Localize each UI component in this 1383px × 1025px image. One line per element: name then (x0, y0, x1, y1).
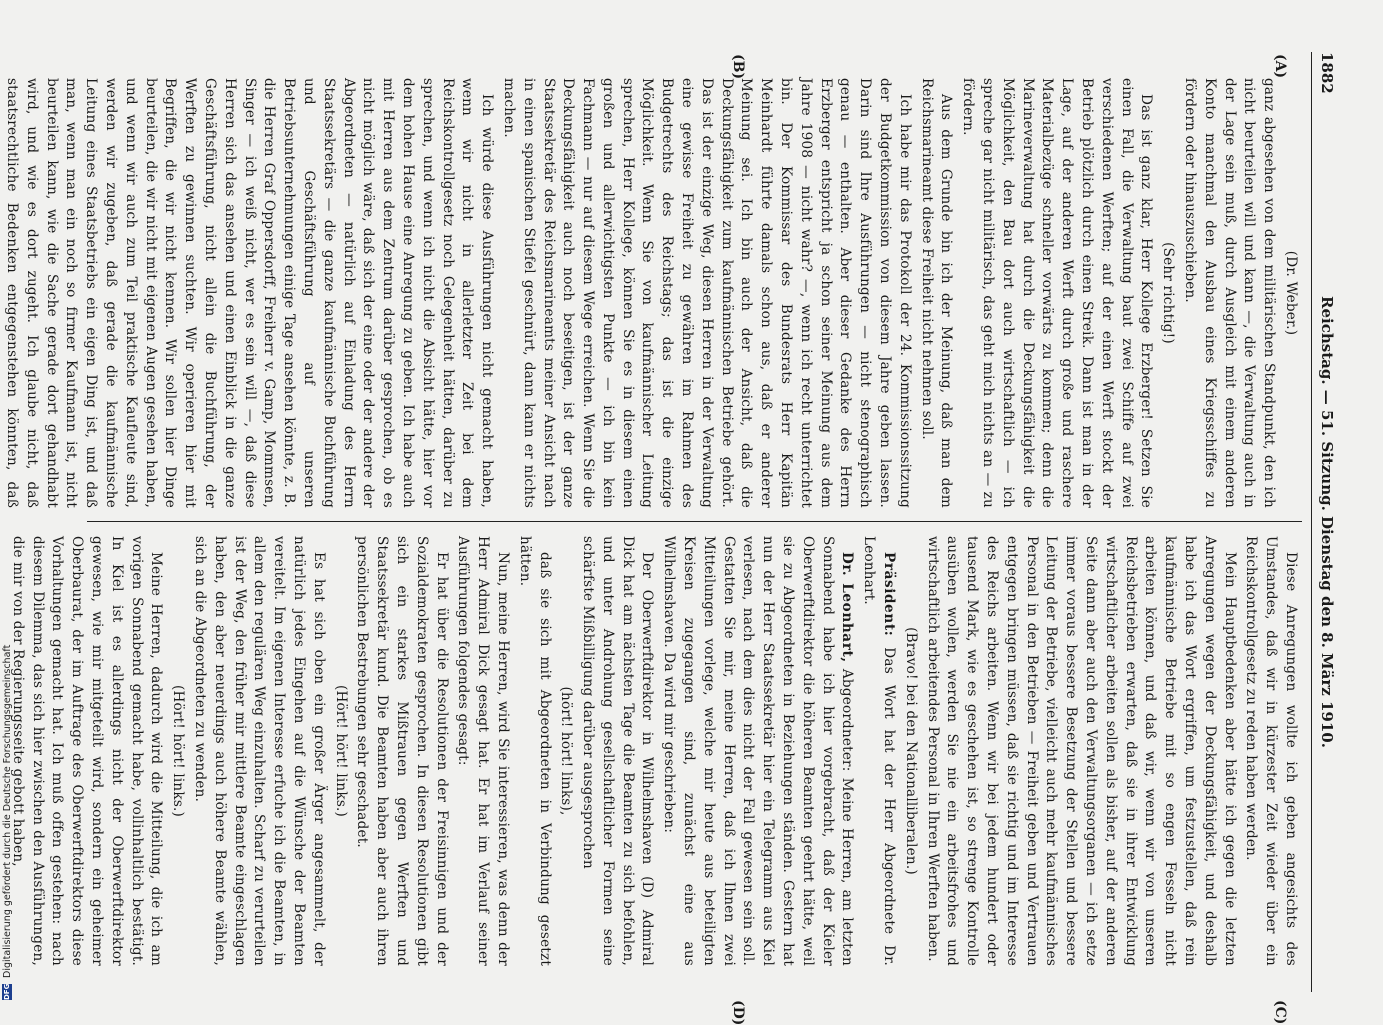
running-head: Reichstag. — 51. Sitzung. Dienstag den 8. März 1910. (1318, 296, 1336, 748)
margin-marker-a: (A) (1272, 54, 1288, 79)
column-divider (87, 521, 1302, 522)
paragraph: Ich habe mir das Protokoll der 24. Kommissionssitzung der Budgetkommission von diesem Jahre geben lassen. Darin sind Ihre Ausführungen — nicht stenographisch genau — enthalten. Aber dieser Gedanke des Herrn Erzberger entspricht ja schon seiner Meinung aus dem Jahre 1908 — nicht wahr? —, wenn ich recht unterrichtet bin. Der Kommissar des Bundesrats Herr Kapitän Meinhardt führte damals schon aus, daß er anderer Meinung sei. Ich bin auch der Ansicht, daß die Deckungsfähigkeit zum kaufmännischen Betriebe gehört. Das ist der einzige Weg, diesen Herren in der Verwaltung eine gewisse Freiheit zu gewähren im Rahmen des Budgetrechts des Reichstags; das ist die einzige Möglichkeit. Wenn Sie von kaufmännischer Leitung sprechen, Herr Kollege, können Sie es in diesem einen großen und allerwichtigsten Punkte — ich bin kein Fachmann — nur auf diesem Wege erreichen. Wenn Sie die Deckungsfähigkeit auch noch beseitigen, ist der ganze Staatssekretär des Reichsmarineamts meiner Ansicht nach in einen spanischen Stiefel geschnürt, dann kann er nichts machen. (500, 78, 913, 508)
credit-text: Digitalisierung gefördert durch die Deutsche Forschungsgemeinschaft (2, 644, 13, 978)
paragraph: Mein Hauptbedenken aber hätte ich gegen die letzten Anregungen wegen der Deckungsfähigkeit, und deshalb habe ich das Wort ergriffen, um festzustellen, daß rein kaufmännische Betriebe mit so engen Fesseln nicht arbeiten können, und daß wir, wenn wir von unseren Reichsbetrieben erwarten, daß sie in ihrer Entwicklung wirtschaftlicher arbeiten sollen als bisher, auf der anderen Seite dann aber auch den Verwaltungsorganen — ich setze immer voraus bessere Besetzung der Stellen und bessere Leitung der Betriebe, vielleicht auch mehr kaufmännisches Personal in den Betrieben — Freiheit geben und Vertrauen entgegen bringen müssen, daß sie richtig und im Interesse des Reichs arbeiten. Wenn wir bei jedem hundert oder tausend Mark, wie es geschehen ist, so strenge Kontrolle ausüben wollen, werden Sie nie ein arbeitsfrohes und wirtschaftlich arbeitendes Personal in Ihren Werften haben. (924, 536, 1238, 966)
paragraph: Er hat über die Resolutionen der Freisinnigen und der Sozialdemokraten gesprochen. In diesen Resolutionen gibt sich ein starkes Mißtrauen gegen Werften und Staatssekretär kund. Die Beamten haben aber auch ihren persönlichen Bestrebungen sehr geschadet. (354, 536, 450, 966)
margin-marker-b: (B) (730, 54, 746, 80)
header-rule (1311, 52, 1312, 992)
margin-marker-d: (D) (730, 1000, 746, 1025)
paragraph: ganz abgesehen von dem militärischen Standpunkt, den ich nicht beurteilen will und kann —, die Verwaltung auch in der Lage sein muß, durch Ausgleich mit einem anderen Konto manchmal den Ausbau eines Kriegsschiffes zu fördern oder hinauszuschieben. (1182, 78, 1278, 508)
paragraph: Nun, meine Herren, wird Sie interessieren, was denn der Herr Admiral Dick gesagt hat. Er hat im Verlauf seiner Ausführungen folgendes gesagt: (455, 536, 511, 966)
paragraph: Diese Anregungen wollte ich geben angesichts des Umstandes, daß wir in kürzester Zeit wieder über ein Reichskontrollgesetz zu reden haben werden. (1243, 536, 1299, 966)
right-text-column (9, 536, 1300, 966)
paragraph: (Hört! hört! links.) (170, 684, 187, 818)
left-text-column (4, 78, 1300, 508)
speech-text: Abgeordneter: Meine Herren, am letzten Sonnabend habe ich hier vorgebracht, daß der Kieler Oberwerftdirektor die höheren Beamten geehrt hätte, weil sie zu Abgeordneten in Beziehungen ständen. Gestern hat nun der Herr Staatssekretär hier ein Telegramm aus Kiel verlesen, nach dem dies nicht der Fall gewesen sein soll. Gestatten Sie mir, meine Herren, daß ich Ihnen zwei Mitteilungen vorlege, welche mir heute aus beteiligten Kreisen zugegangen sind, zunächst eine aus Wilhelmshaven. Da wird mir geschrieben: (661, 536, 856, 966)
speech-text: Das Wort hat der Herr Abgeordnete Dr. Leonhart. (861, 536, 898, 966)
speaker-name: Präsident: (881, 552, 898, 637)
paragraph: (Sehr richtig!) (1160, 242, 1177, 344)
paragraph (858, 536, 898, 966)
paragraph: (Bravo! bei den Nationalliberalen.) (902, 627, 919, 875)
paragraph: Aus dem Grunde bin ich der Meinung, daß man dem Reichsmarineamt diese Freiheit nicht nehmen soll. (918, 78, 955, 508)
margin-marker-c: (C) (1272, 1000, 1288, 1025)
paragraph: Ich würde diese Ausführungen nicht gemacht haben, wenn wir nicht in allerletzter Zeit bei dem Reichskontrollgesetz noch Gelegenheit hätten, darüber zu sprechen, und wenn ich nicht die Absicht hätte, hier vor dem hohen Hause eine Anregung zu geben. Ich habe auch mit Herren aus dem Zentrum darüber gesprochen, ob es nicht möglich wäre, daß sich der eine oder der andere der Abgeordneten — natürlich auf Einladung des Herrn Staatssekretärs — die ganze kaufmännische Buchführung und Geschäftsführung auf unseren Betriebsunternehmungen einige Tage ansehen könnte, z. B. die Herren Graf Oppersdorff, Freiherr v. Gamp, Mommsen, Singer — ich weiß nicht, wer es sein will —, daß diese Herren sich das ansehen und einen Einblick in die ganze Geschäftsführung, nicht allein die Buchführung, der Werften zu gewinnen suchten. Wir operieren hier mit Begriffen, die wir nicht kennen. Wir sollen hier Dinge beurteilen, die wir nicht mit eigenen Augen gesehen haben, und wenn wir auch zum Teil praktische Kaufleute sind, werden wir zugeben, daß gerade die kaufmännische Leitung eines Staatsbetriebs ein eigen Ding ist, und daß man, wenn man ein noch so firmer Kaufmann ist, nicht beurteilen kann, wie die Sache gerade dort gehandhabt wird, und wie es dort zugeht. Ich glaube nicht, daß staatsrechtliche Bedenken entgegenstehen könnten, daß (4, 78, 496, 508)
dfg-logo-icon: DFG (3, 983, 11, 1000)
paragraph (659, 536, 857, 966)
paragraph: Meine Herren, dadurch wird die Mitteilung, die ich am vorigen Sonnabend gemacht habe, vollinhaltlich bestätigt. In Kiel ist es allerdings nicht der Oberwerftdirektor gewesen, wie mir mitgeteilt wird, sondern ein geheimer Oberbaurat, der im Auftrage des Oberwerftdirektors diese Vorhaltungen gemacht hat. Ich muß offen gestehen: nach diesem Dilemma, das sich hier zwischen den Ausführungen, die mir von der Regierungsseite gebott haben, (9, 536, 165, 966)
speaker-name: Dr. Leonhart, (839, 552, 856, 663)
paragraph: (hört! hört! links), (558, 686, 575, 816)
paragraph: daß sie sich mit Abgeordneten in Verbindung gesetzt hätten. (516, 536, 553, 966)
page-header (1314, 52, 1336, 992)
paragraph: (Hört! hört! links.) (332, 684, 349, 818)
paragraph: (Dr. Weber.) (1283, 250, 1299, 336)
digitization-credit (2, 0, 16, 1000)
page-number: 1882 (1318, 52, 1336, 94)
paragraph: Es hat sich oben ein großer Ärger angesammelt, der natürlich jedes Eingehen auf die Wünsche der Beamten vereitelt. Im eigenen Interesse erfuche ich die Beamten, in allem den regulären Weg einzuhalten. Scharf zu verurteilen ist der Weg, den früher mir mittlere Beamte eingeschlagen haben, den aber neuerdings auch höhere Beamte wählen, sich an die Abgeordneten zu wenden. (191, 536, 327, 966)
paragraph: Das ist ganz klar, Herr Kollege Erzberger! Setzen Sie einen Fall, die Verwaltung baut zwei Schiffe auf zwei verschiedenen Werften; auf der einen Werft stockt der Betrieb plötzlich durch einen Streik. Dann ist man in der Lage, auf der anderen Werft durch große und raschere Materialbezüge schneller vorwärts zu kommen; denn die Marineverwaltung hat durch die Deckungsfähigkeit die Möglichkeit, den Bau dort auch wirtschaftlich — ich spreche gar nicht militärisch, das geht mich nichts an — zu fördern. (960, 78, 1155, 508)
paragraph: Der Oberwerftdirektor in Wilhelmshaven (D) Admiral Dick hat am nächsten Tage die Beamten zu sich befohlen, und unter Androhung gesellschaftlicher Formen seine schärfste Mißbilligung darüber ausgesprochen (580, 536, 656, 966)
